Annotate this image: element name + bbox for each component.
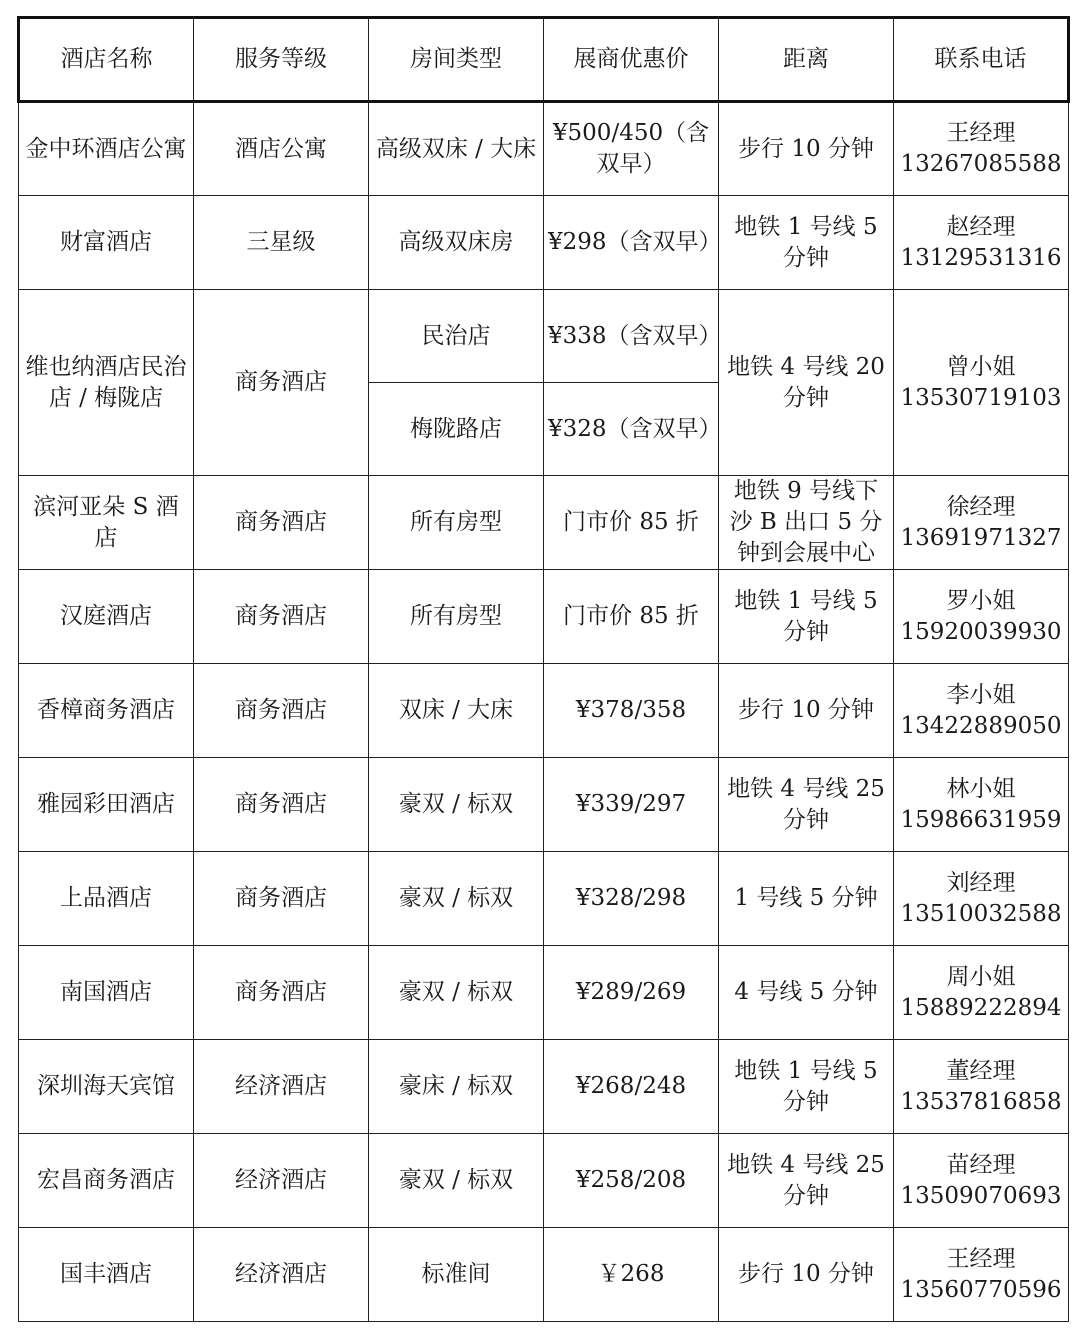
contact-cell [894, 102, 1069, 196]
header-row [19, 18, 1069, 102]
phone-number: 15889222894 [900, 994, 1062, 1021]
service-level-cell: 商务酒店 [194, 664, 369, 758]
service-level-cell: 商务酒店 [194, 290, 369, 476]
header-room-type: 房间类型 [369, 18, 544, 102]
price-cell: 门市价 85 折 [544, 570, 719, 664]
phone-number: 13129531316 [900, 244, 1062, 271]
distance-cell: 步行 10 分钟 [719, 102, 894, 196]
room-type-cell: 豪双 / 标双 [369, 946, 544, 1040]
contact-cell [894, 758, 1069, 852]
hotel-name-cell: 香樟商务酒店 [19, 664, 194, 758]
header-phone: 联系电话 [894, 18, 1069, 102]
contact-cell [894, 852, 1069, 946]
contact-person: 王经理 [946, 120, 1016, 146]
contact-person: 周小姐 [946, 963, 1016, 990]
price-cell: ¥500/450（含双早） [544, 102, 719, 196]
contact-cell [894, 946, 1069, 1040]
room-type-cell: 所有房型 [369, 476, 544, 570]
phone-number: 13422889050 [900, 712, 1062, 739]
hotel-name-cell: 上品酒店 [19, 852, 194, 946]
distance-cell: 地铁 1 号线 5 分钟 [719, 570, 894, 664]
service-level-cell: 三星级 [194, 196, 369, 290]
hotel-name-cell: 汉庭酒店 [19, 570, 194, 664]
phone-number: 13510032588 [900, 900, 1062, 927]
contact-cell [894, 1228, 1069, 1322]
distance-cell: 地铁 1 号线 5 分钟 [719, 196, 894, 290]
table-row [19, 196, 1069, 290]
hotel-name-cell: 维也纳酒店民治店 / 梅陇店 [19, 290, 194, 476]
distance-cell: 地铁 4 号线 25 分钟 [719, 1134, 894, 1228]
header-service-level: 服务等级 [194, 18, 369, 102]
phone-number: 13530719103 [900, 384, 1062, 411]
table-row [19, 852, 1069, 946]
distance-cell: 步行 10 分钟 [719, 664, 894, 758]
contact-person: 董经理 [946, 1057, 1016, 1084]
contact-cell [894, 1134, 1069, 1228]
price-cell: ¥328/298 [544, 852, 719, 946]
phone-number: 13267085588 [900, 151, 1062, 177]
contact-person: 赵经理 [946, 213, 1016, 240]
distance-cell: 地铁 9 号线下沙 B 出口 5 分钟到会展中心 [719, 476, 894, 570]
header-distance: 距离 [719, 18, 894, 102]
room-type-cell: 所有房型 [369, 570, 544, 664]
table-row [19, 476, 1069, 570]
service-level-cell: 经济酒店 [194, 1040, 369, 1134]
table-row [19, 946, 1069, 1040]
distance-cell: 步行 10 分钟 [719, 1228, 894, 1322]
room-type-cell: 高级双床房 [369, 196, 544, 290]
table-row [19, 570, 1069, 664]
contact-person: 王经理 [946, 1245, 1016, 1272]
service-level-cell: 商务酒店 [194, 946, 369, 1040]
table-row [19, 1134, 1069, 1228]
hotel-table [17, 16, 1070, 1322]
price-cell: ¥289/269 [544, 946, 719, 1040]
hotel-name-cell: 国丰酒店 [19, 1228, 194, 1322]
hotel-name-cell: 财富酒店 [19, 196, 194, 290]
service-level-cell: 商务酒店 [194, 476, 369, 570]
hotel-name-cell: 金中环酒店公寓 [19, 102, 194, 196]
room-type-cell: 标准间 [369, 1228, 544, 1322]
phone-number: 15986631959 [900, 806, 1062, 833]
contact-person: 苗经理 [946, 1151, 1016, 1178]
table-row [19, 758, 1069, 852]
service-level-cell: 商务酒店 [194, 852, 369, 946]
distance-cell: 地铁 4 号线 20 分钟 [719, 290, 894, 476]
contact-cell [894, 570, 1069, 664]
price-cell: ¥338（含双早） [544, 290, 719, 383]
phone-number: 13537816858 [900, 1088, 1062, 1115]
hotel-name-cell: 宏昌商务酒店 [19, 1134, 194, 1228]
distance-cell: 地铁 1 号线 5 分钟 [719, 1040, 894, 1134]
hotel-name-cell: 滨河亚朵 S 酒店 [19, 476, 194, 570]
room-type-cell: 豪床 / 标双 [369, 1040, 544, 1134]
room-type-cell: 豪双 / 标双 [369, 758, 544, 852]
phone-number: 13560770596 [900, 1276, 1062, 1303]
distance-cell: 地铁 4 号线 25 分钟 [719, 758, 894, 852]
room-type-cell: 豪双 / 标双 [369, 1134, 544, 1228]
table-row [19, 664, 1069, 758]
phone-number: 15920039930 [900, 618, 1062, 645]
contact-person: 李小姐 [946, 681, 1016, 708]
price-cell: ￥268 [544, 1228, 719, 1322]
hotel-name-cell: 深圳海天宾馆 [19, 1040, 194, 1134]
contact-person: 曾小姐 [946, 353, 1016, 380]
table-row [19, 290, 1069, 383]
price-cell: ¥328（含双早） [544, 383, 719, 476]
service-level-cell: 酒店公寓 [194, 102, 369, 196]
contact-cell [894, 290, 1069, 476]
price-cell: ¥298（含双早） [544, 196, 719, 290]
table-row [19, 1228, 1069, 1322]
room-type-cell: 梅陇路店 [369, 383, 544, 476]
table-row [19, 102, 1069, 196]
contact-cell [894, 1040, 1069, 1134]
price-cell: ¥339/297 [544, 758, 719, 852]
contact-person: 刘经理 [946, 869, 1016, 896]
hotel-name-cell: 雅园彩田酒店 [19, 758, 194, 852]
price-cell: ¥268/248 [544, 1040, 719, 1134]
contact-cell [894, 664, 1069, 758]
contact-person: 林小姐 [946, 775, 1016, 802]
header-exhibitor-price: 展商优惠价 [544, 18, 719, 102]
price-cell: ¥378/358 [544, 664, 719, 758]
service-level-cell: 经济酒店 [194, 1228, 369, 1322]
room-type-cell: 民治店 [369, 290, 544, 383]
room-type-cell: 豪双 / 标双 [369, 852, 544, 946]
contact-cell [894, 476, 1069, 570]
room-type-cell: 双床 / 大床 [369, 664, 544, 758]
price-cell: 门市价 85 折 [544, 476, 719, 570]
contact-person: 徐经理 [946, 493, 1016, 520]
service-level-cell: 经济酒店 [194, 1134, 369, 1228]
hotel-name-cell: 南国酒店 [19, 946, 194, 1040]
contact-cell [894, 196, 1069, 290]
phone-number: 13509070693 [900, 1182, 1062, 1209]
price-cell: ¥258/208 [544, 1134, 719, 1228]
header-hotel-name: 酒店名称 [19, 18, 194, 102]
distance-cell: 1 号线 5 分钟 [719, 852, 894, 946]
service-level-cell: 商务酒店 [194, 758, 369, 852]
table-row [19, 1040, 1069, 1134]
distance-cell: 4 号线 5 分钟 [719, 946, 894, 1040]
room-type-cell: 高级双床 / 大床 [369, 102, 544, 196]
phone-number: 13691971327 [900, 524, 1062, 551]
service-level-cell: 商务酒店 [194, 570, 369, 664]
contact-person: 罗小姐 [946, 587, 1016, 614]
